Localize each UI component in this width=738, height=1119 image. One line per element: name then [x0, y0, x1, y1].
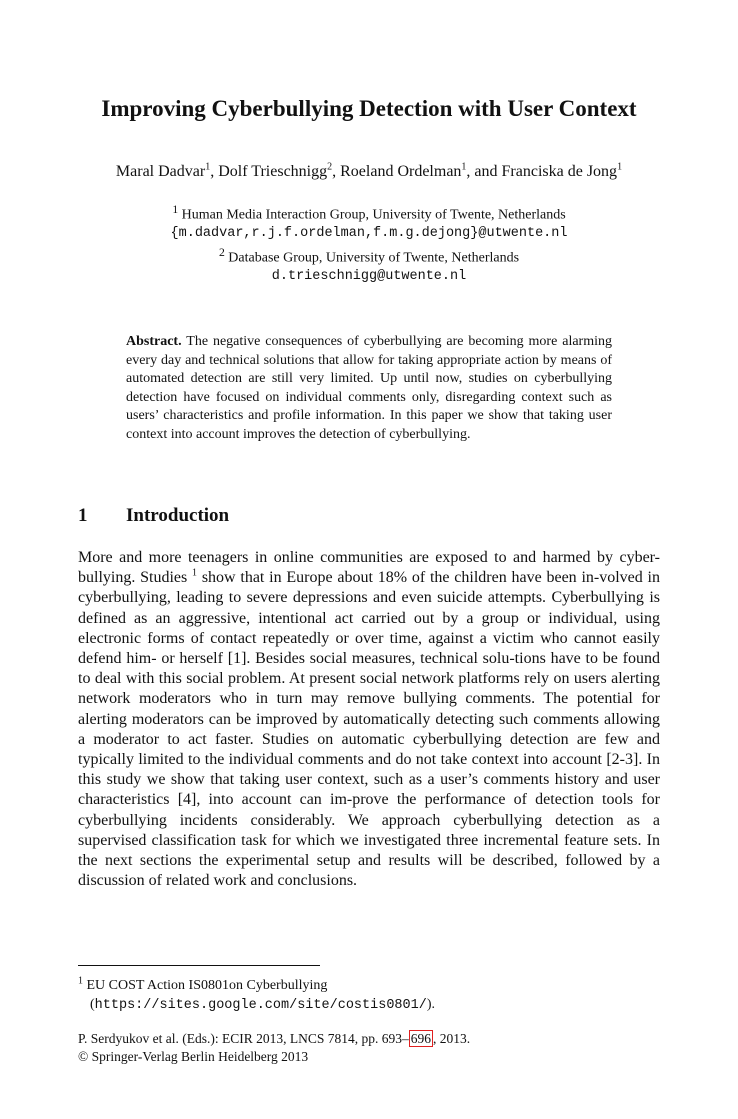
footnote-reference[interactable]: 1 [192, 567, 198, 579]
abstract-label: Abstract. [126, 334, 182, 349]
page-number-link[interactable]: 696 [410, 1031, 431, 1046]
footnote-paren-open: ( [90, 997, 95, 1012]
author-name: Maral Dadvar [115, 163, 206, 180]
footnote [78, 976, 660, 1015]
abstract [126, 333, 612, 444]
intro-text-part-2: show that in Europe about 18% of the children have been in-volved in cyberbullying, leading to severe depressions and even suicide attempts. Cyberbullying is defined as an aggressive, intentional act carried out by a group or individual, using electronic forms of contact repeatedly or over time, against a victim who cannot easily defend him- or herself [1]. Besides social measures, technical solu-tions have to be found to deal with this social problem. At present social network platforms rely on users alerting network moderators who in turn may remove bullying comments. The potential for alerting moderators can be improved by automatically detecting such comments allowing a moderator to act faster. Studies on automatic cyberbullying detection are few and typically limited to the individual comments and do not take context into account [2-3]. In this study we show that taking user context, such as a user’s comments history and user characteristics [4], into account can im-prove the performance of detection tools for cyberbullying incidents considerably. We approach cyberbullying detection as a supervised classification task for which we investigated three incremental feature sets. In the next sections the experimental setup and results will be described, followed by a discussion of related work and conclusions. [78, 569, 661, 890]
section-number: 1 [78, 505, 88, 526]
author-affiliation-mark: 1 [461, 161, 467, 173]
footnote-text: EU COST Action IS0801on Cyberbullying [83, 978, 328, 993]
footnote-line-2 [78, 995, 660, 1015]
affiliation-1-emails: {m.dadvar,r.j.f.ordelman,f.m.g.dejong}@utwente.nl [170, 226, 568, 242]
footnote-paren-close: ). [426, 997, 435, 1012]
author-list [0, 163, 738, 181]
affiliation-2 [0, 244, 738, 268]
section-title: Introduction [126, 505, 230, 526]
intro-text-part-1: More and more teenagers in online communities are exposed to and harmed by cyber-bullying. Studies [78, 549, 660, 587]
author-name: , Roeland Ordelman [332, 163, 462, 180]
publication-info [78, 1030, 660, 1048]
paper-title: Improving Cyberbullying Detection with User Context [101, 96, 637, 121]
footnote-divider [78, 965, 320, 966]
author-name: , and Franciska de Jong [466, 163, 618, 180]
footnote-mark: 1 [78, 975, 83, 987]
footnote-line-1 [78, 975, 328, 993]
introduction-paragraph [78, 548, 660, 891]
affiliation-2-email: d.trieschnigg@utwente.nl [271, 268, 467, 284]
author-affiliation-mark: 2 [327, 161, 333, 173]
affiliation-mark: 1 [172, 203, 179, 216]
publication-info-text: P. Serdyukov et al. (Eds.): ECIR 2013, LNCS 7814, pp. 693– [78, 1031, 409, 1046]
affiliation-mark: 2 [218, 245, 225, 259]
section-heading [78, 505, 229, 527]
author-affiliation-mark: 1 [617, 161, 623, 173]
affiliations [0, 201, 738, 286]
affiliation-1 [0, 201, 738, 225]
publication-info-year: , 2013. [433, 1031, 471, 1046]
footnote-url-link[interactable]: https://sites.google.com/site/costis0801/ [94, 998, 427, 1013]
affiliation-text: Human Media Interaction Group, University of Twente, Netherlands [178, 207, 566, 223]
colophon [78, 1030, 660, 1065]
abstract-text: The negative consequences of cyberbullying are becoming more alarming every day and technical solutions that allow for taking appropriate action by means of automated detection are still very limited. Up until now, studies on cyberbullying detection have focused on individual comments only, disregarding context such as users’ characteristics and profile information. In this paper we show that taking user context into account improves the detection of cyberbullying. [126, 334, 612, 442]
copyright-line: © Springer-Verlag Berlin Heidelberg 2013 [78, 1048, 309, 1064]
author-affiliation-mark: 1 [205, 161, 211, 173]
affiliation-text: Database Group, University of Twente, Netherlands [224, 250, 520, 266]
author-name: , Dolf Trieschnigg [210, 163, 328, 180]
